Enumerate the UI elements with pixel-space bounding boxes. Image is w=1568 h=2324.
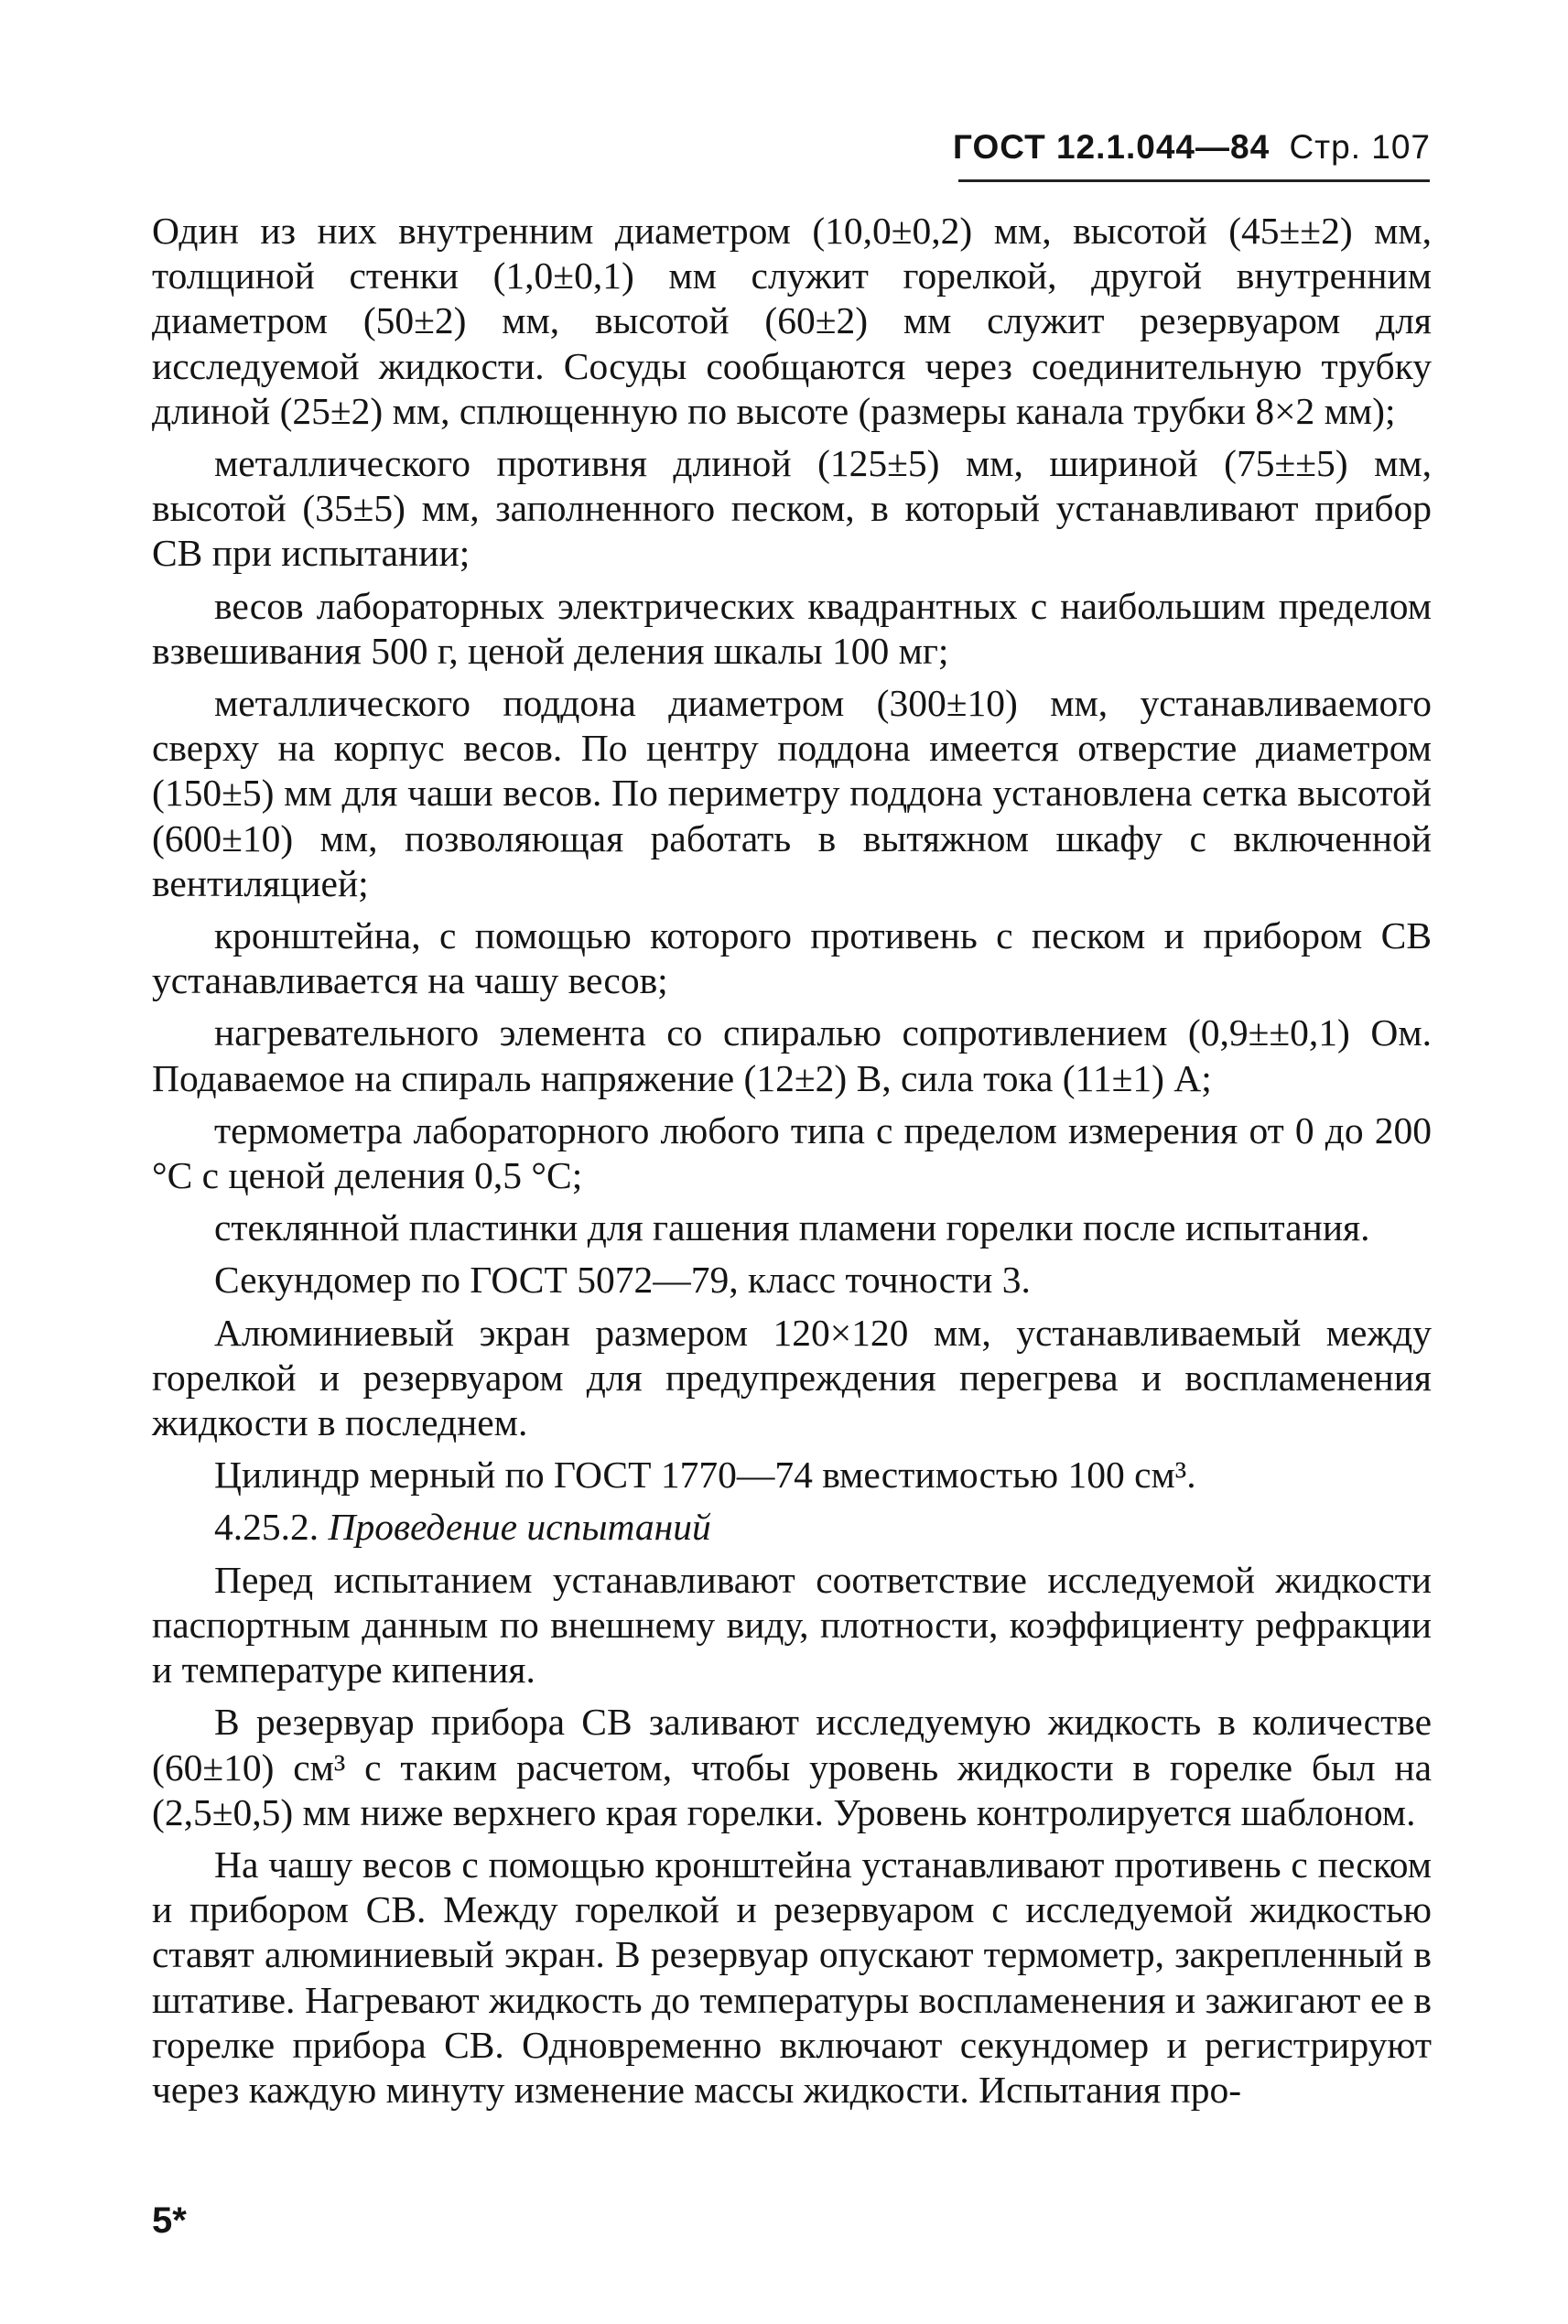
paragraph-2: металлического противня длиной (125±5) мм, шириной (75±±5) мм, высотой (35±5) мм, заполненного песком, в который устанавливают прибор СВ при испытании; <box>152 442 1432 575</box>
signature-mark: 5* <box>152 2200 187 2241</box>
paragraph-1: Один из них внутренним диаметром (10,0±0,2) мм, высотой (45±±2) мм, толщиной стенки (1,0±0,1) мм служит горелкой, другой внутренним диаметром (50±2) мм, высотой (60±2) мм служит резервуаром для исследуемой жидкости. Сосуды сообщаются через соединительную трубку длиной (25±2) мм, сплющенную по высоте (размеры канала трубки 8×2 мм); <box>152 210 1432 432</box>
paragraph-4: металлического поддона диаметром (300±10) мм, устанавливаемого сверху на корпус весов. По центру поддона имеется отверстие диаметром (150±5) мм для чаши весов. По периметру поддона установлена сетка высотой (600±10) мм, позволяющая работать в вытяжном шкафу с включенной вентиляцией; <box>152 682 1432 904</box>
document-code: ГОСТ 12.1.044—84 <box>953 128 1271 166</box>
running-header <box>953 128 1431 167</box>
paragraph-6: нагревательного элемента со спиралью сопротивлением (0,9±±0,1) Ом. Подаваемое на спираль напряжение (12±2) В, сила тока (11±1) А; <box>152 1011 1432 1099</box>
paragraph-12: Перед испытанием устанавливают соответствие исследуемой жидкости паспортным данным по внешнему виду, плотности, коэффициенту рефракции и температуре кипения. <box>152 1558 1432 1692</box>
body-text <box>152 209 1432 2113</box>
header-rule <box>958 179 1430 182</box>
section-title: Проведение испытаний <box>328 1506 711 1549</box>
paragraph-7: термометра лабораторного любого типа с пределом измерения от 0 до 200 °С с ценой деления 0,5 °С; <box>152 1108 1432 1197</box>
paragraph-5: кронштейна, с помощью которого противень с песком и прибором СВ устанавливается на чашу весов; <box>152 914 1432 1002</box>
paragraph-13: В резервуар прибора СВ заливают исследуемую жидкость в количестве (60±10) см³ с таким расчетом, чтобы уровень жидкости в горелке был на (2,5±0,5) мм ниже верхнего края горелки. Уровень контролируется шаблоном. <box>152 1701 1432 1833</box>
paragraph-11: Цилиндр мерный по ГОСТ 1770—74 вместимостью 100 см³. <box>214 1454 1196 1497</box>
paragraph-14: На чашу весов с помощью кронштейна устанавливают противень с песком и прибором СВ. Между горелкой и резервуаром с исследуемой жидкостью ставят алюминиевый экран. В резервуар опускают термометр, закрепленный в штативе. Нагревают жидкость до температуры воспламенения и зажигают ее в горелке прибора СВ. Одновременно включают секундомер и регистрируют через каждую минуту изменение массы жидкости. Испытания про- <box>152 1843 1432 2111</box>
page-number: Стр. 107 <box>1289 128 1431 166</box>
paragraph-8: стеклянной пластинки для гашения пламени горелки после испытания. <box>214 1206 1370 1249</box>
section-heading <box>152 1505 1432 1550</box>
paragraph-9: Секундомер по ГОСТ 5072—79, класс точности 3. <box>214 1259 1031 1302</box>
paragraph-3: весов лабораторных электрических квадрантных с наибольшим пределом взвешивания 500 г, ценой деления шкалы 100 мг; <box>152 584 1432 672</box>
section-number: 4.25.2. <box>214 1506 319 1549</box>
paragraph-10: Алюминиевый экран размером 120×120 мм, устанавливаемый между горелкой и резервуаром для предупреждения перегрева и воспламенения жидкости в последнем. <box>152 1311 1432 1444</box>
